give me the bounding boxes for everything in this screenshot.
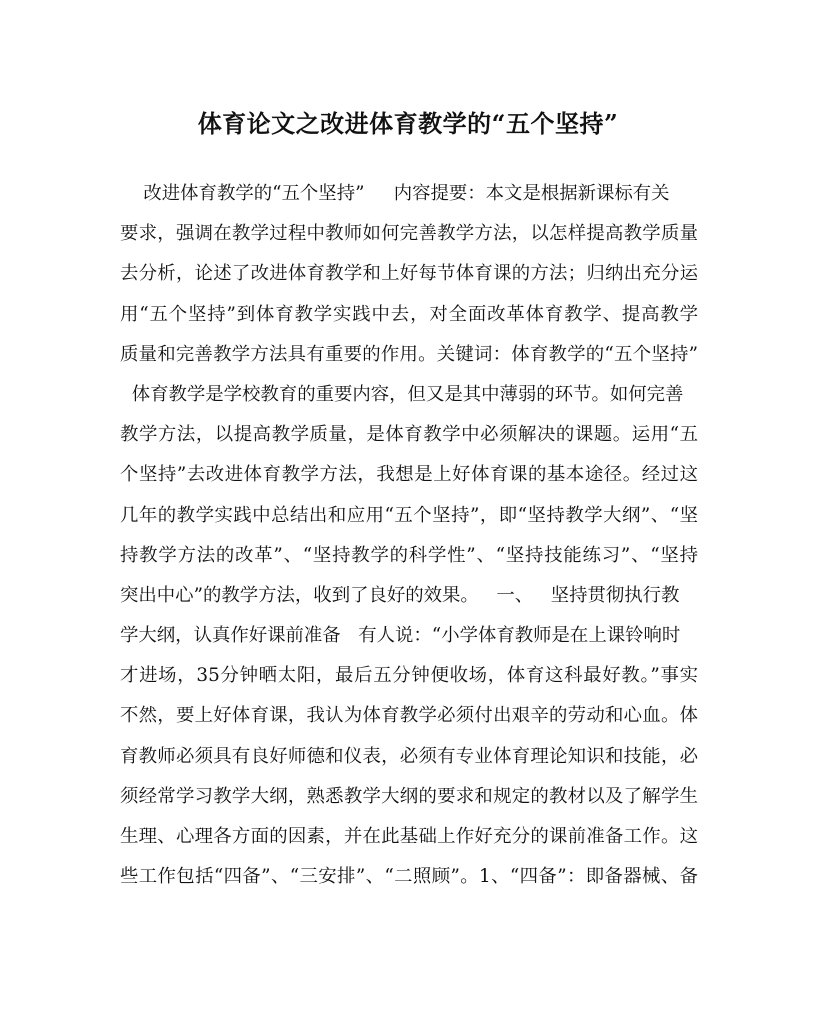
body-line: 才进场，35分钟晒太阳，最后五分钟便收场，体育这科最好教。”事实	[120, 665, 698, 687]
body-line: 不然，要上好体育课，我认为体育教学必须付出艰辛的劳动和心血。体	[120, 705, 698, 727]
body-line: 育教师必须具有良好师德和仪表，必须有专业体育理论知识和技能，必	[120, 745, 698, 767]
body-line: 学大纲，认真作好课前准备 有人说：“小学体育教师是在上课铃响时	[120, 625, 681, 647]
body-line: 须经常学习教学大纲，熟悉教学大纲的要求和规定的教材以及了解学生	[120, 785, 698, 807]
document-title: 体育论文之改进体育教学的“五个坚持”	[197, 109, 619, 138]
body-line: 去分析，论述了改进体育教学和上好每节体育课的方法；归纳出充分运	[120, 263, 698, 285]
body-line: 些工作包括“四备”、“三安排”、“二照顾”。1、“四备”：即备器械、备	[120, 866, 698, 888]
body-line: 用“五个坚持”到体育教学实践中去，对全面改革体育教学、提高教学	[120, 303, 698, 325]
body-line: 持教学方法的改革”、“坚持教学的科学性”、“坚持技能练习”、“坚持	[120, 544, 698, 566]
body-line: 质量和完善教学方法具有重要的作用。关键词：体育教学的“五个坚持”	[120, 343, 698, 365]
body-line: 几年的教学实践中总结出和应用“五个坚持”，即“坚持教学大纲”、“坚	[120, 504, 698, 526]
body-line: 要求，强调在教学过程中教师如何完善教学方法，以怎样提高教学质量	[120, 223, 698, 245]
body-line: 突出中心”的教学方法，收到了良好的效果。 一、 坚持贯彻执行教	[120, 584, 680, 606]
body-line: 体育教学是学校教育的重要内容，但又是其中薄弱的环节。如何完善	[120, 383, 684, 405]
body-line: 个坚持”去改进体育教学方法，我想是上好体育课的基本途径。经过这	[120, 464, 698, 486]
body-line: 教学方法，以提高教学质量，是体育教学中必须解决的课题。运用“五	[120, 424, 698, 446]
body-line: 生理、心理各方面的因素，并在此基础上作好充分的课前准备工作。这	[120, 826, 698, 847]
body-line: 改进体育教学的“五个坚持” 内容提要：本文是根据新课标有关	[120, 183, 670, 204]
document-body	[120, 182, 698, 905]
